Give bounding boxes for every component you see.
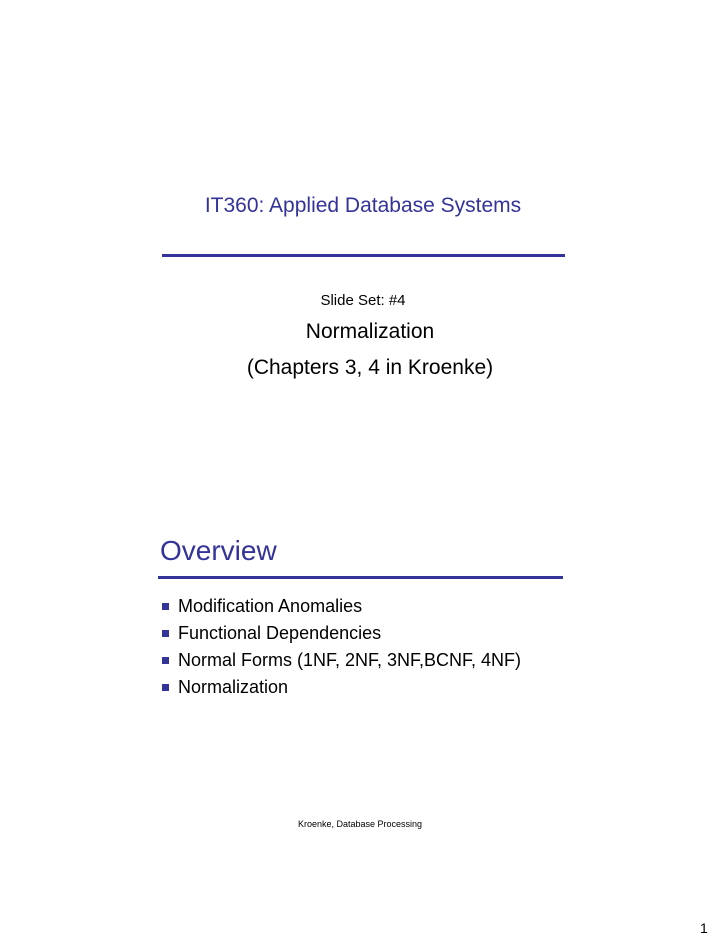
list-item-text: Functional Dependencies	[178, 623, 382, 643]
list-item-text: Normal Forms (1NF, 2NF, 3NF,BCNF, 4NF)	[178, 650, 522, 670]
heading-divider	[158, 576, 563, 579]
list-item-text: Normalization	[178, 677, 289, 697]
list-item	[162, 620, 542, 647]
square-bullet-icon	[162, 657, 169, 664]
title-divider	[162, 254, 565, 257]
square-bullet-icon	[162, 684, 169, 691]
slide-subtitle: Normalization	[305, 320, 435, 343]
slide-set-number: Slide Set: #4	[320, 292, 406, 309]
list-item	[162, 647, 542, 674]
course-title: IT360: Applied Database Systems	[204, 194, 522, 217]
square-bullet-icon	[162, 630, 169, 637]
square-bullet-icon	[162, 603, 169, 610]
overview-bullet-list	[162, 593, 542, 701]
list-item	[162, 674, 542, 701]
list-item	[162, 593, 542, 620]
slide-footer: Kroenke, Database Processing	[297, 819, 423, 829]
list-item-text: Modification Anomalies	[178, 596, 363, 616]
slide-subtitle-chapters: (Chapters 3, 4 in Kroenke)	[246, 356, 494, 379]
overview-slide	[0, 520, 720, 850]
overview-heading: Overview	[160, 535, 277, 566]
page-number: 1	[700, 920, 708, 936]
